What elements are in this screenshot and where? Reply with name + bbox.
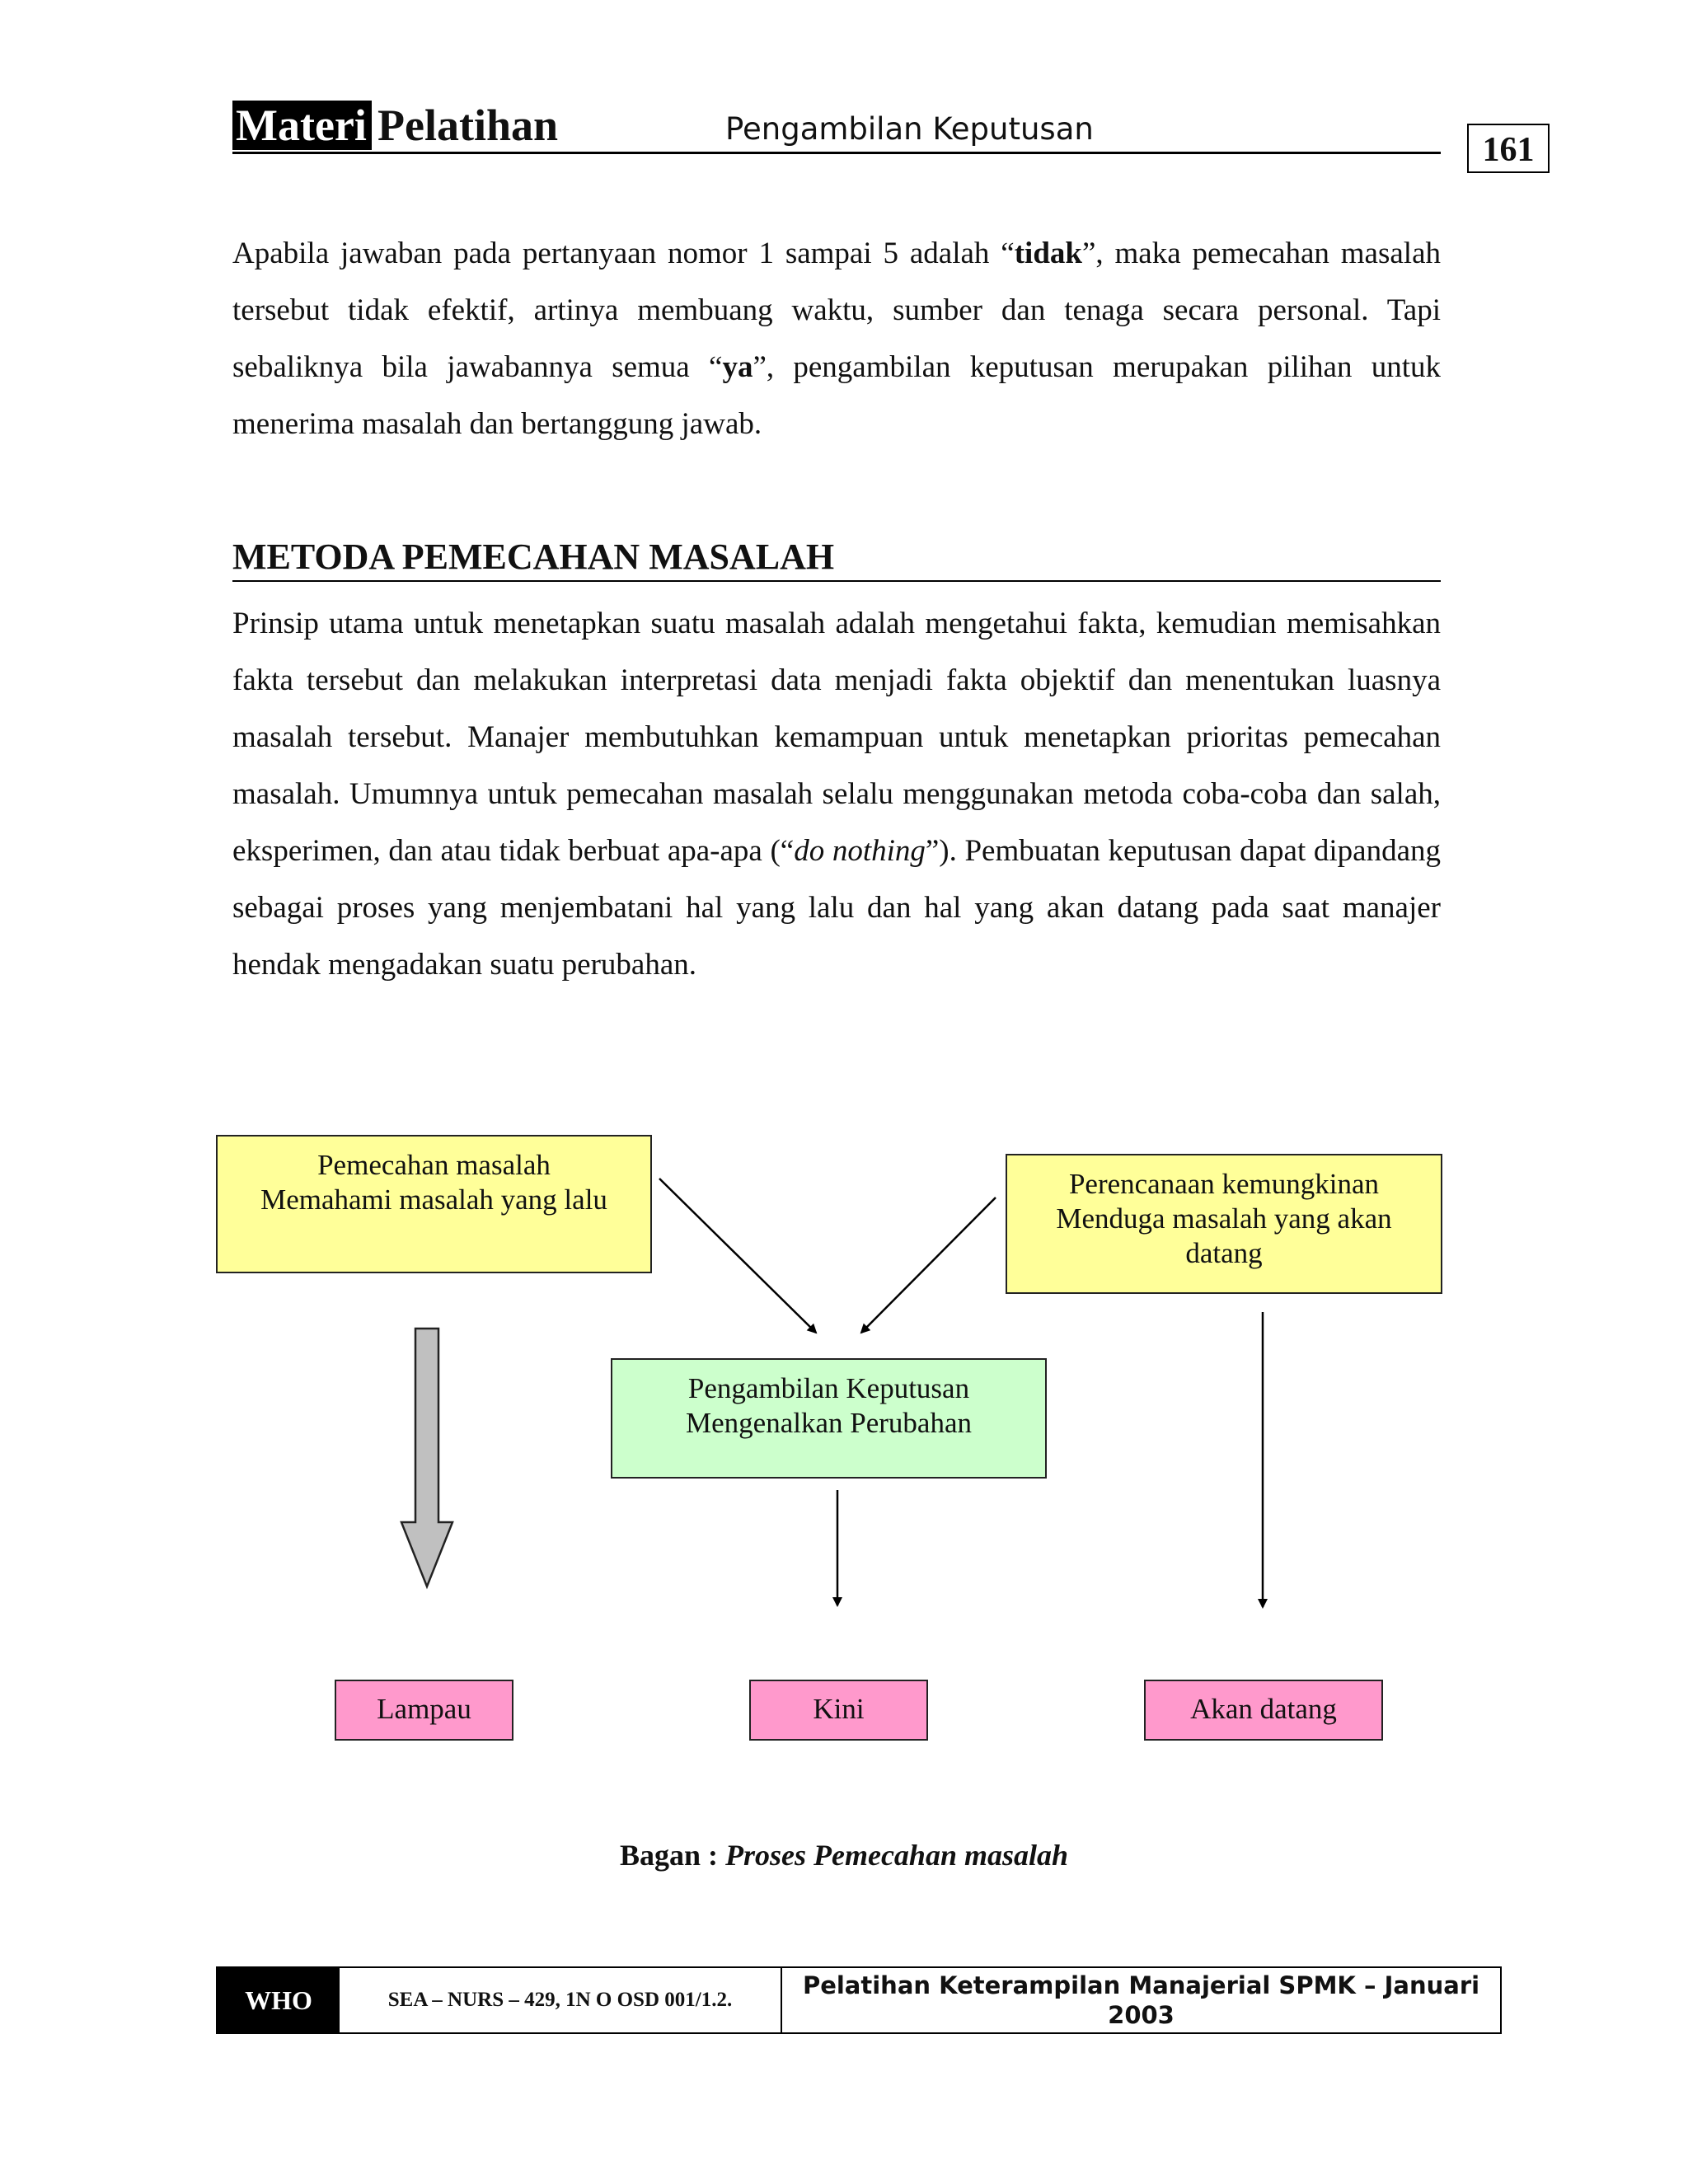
section-title: METODA PEMECAHAN MASALAH: [232, 537, 835, 577]
footer-document-code: SEA – NURS – 429, 1N O OSD 001/1.2.: [340, 1968, 782, 2032]
emphasis-tidak: tidak: [1014, 237, 1082, 270]
footer-org: WHO: [218, 1968, 340, 2032]
caption-prefix: Bagan :: [619, 1839, 725, 1872]
box-problem-solving-line: Memahami masalah yang lalu: [260, 1183, 607, 1216]
footer-training-title: Pelatihan Keterampilan Manajerial SPMK – Januari 2003: [802, 1971, 1480, 2029]
paragraph-intro-part: Apabila jawaban pada pertanyaan nomor 1 sampai 5 adalah “: [232, 237, 1015, 270]
emphasis-do-nothing: do nothing: [794, 834, 926, 868]
header-topic: Pengambilan Keputusan: [725, 111, 1094, 147]
box-contingency-line: Perencanaan kemungkinan: [1068, 1168, 1380, 1200]
page-number: 161: [1467, 124, 1550, 173]
box-decision-line: Pengambilan Keputusan: [687, 1372, 970, 1404]
label-now: Kini: [749, 1680, 928, 1741]
caption-title: Proses Pemecahan masalah: [725, 1839, 1069, 1872]
label-future: Akan datang: [1144, 1680, 1383, 1741]
label-past: Lampau: [335, 1680, 513, 1741]
box-problem-solving: [216, 1135, 652, 1273]
paragraph-intro-part: ”, pengambilan keputusan merupakan pilihan untuk menerima masalah dan bertanggung jawab.: [232, 350, 1442, 441]
box-contingency-line: datang: [1185, 1237, 1263, 1269]
diagram-caption: [0, 1836, 1688, 1874]
block-arrow-past-down: [401, 1329, 452, 1586]
box-decision-making: [611, 1358, 1047, 1479]
paragraph-intro-part: ”, maka pemecahan masalah tersebut tidak efektif, artinya membuang waktu, sumber dan tenaga secara personal. Tapi sebaliknya bila jawabannya semua “: [232, 237, 1441, 384]
arrow-future-to-center: [861, 1197, 996, 1333]
box-problem-solving-line: Pemecahan masalah: [317, 1149, 551, 1181]
box-contingency-planning: [1006, 1154, 1442, 1294]
box-contingency-line: Menduga masalah yang akan: [1056, 1202, 1392, 1235]
box-decision-line: Mengenalkan Perubahan: [686, 1407, 972, 1439]
header-materi-label: Materi: [232, 101, 372, 150]
arrow-past-to-center: [659, 1179, 816, 1333]
footer: [216, 1966, 1502, 2034]
paragraph-method-part: ”). Pembuatan keputusan dapat dipandang sebagai proses yang menjembatani hal yang lalu dan hal yang akan datang pada saat manajer hendak mengadakan suatu perubahan.: [232, 834, 1441, 982]
emphasis-ya: ya: [722, 350, 753, 384]
header-pelatihan-label: Pelatihan: [377, 101, 559, 150]
paragraph-method-part: Prinsip utama untuk menetapkan suatu masalah adalah mengetahui fakta, kemudian memisahkan fakta tersebut dan melakukan interpretasi data menjadi fakta objektif dan menentukan luasnya masalah tersebut. Manajer membutuhkan kemampuan untuk menetapkan prioritas pemecahan masalah. Umumnya untuk pemecahan masalah selalu menggunakan metoda coba-coba dan salah, eksperimen, dan atau tidak berbuat apa-apa (“: [232, 607, 1441, 868]
